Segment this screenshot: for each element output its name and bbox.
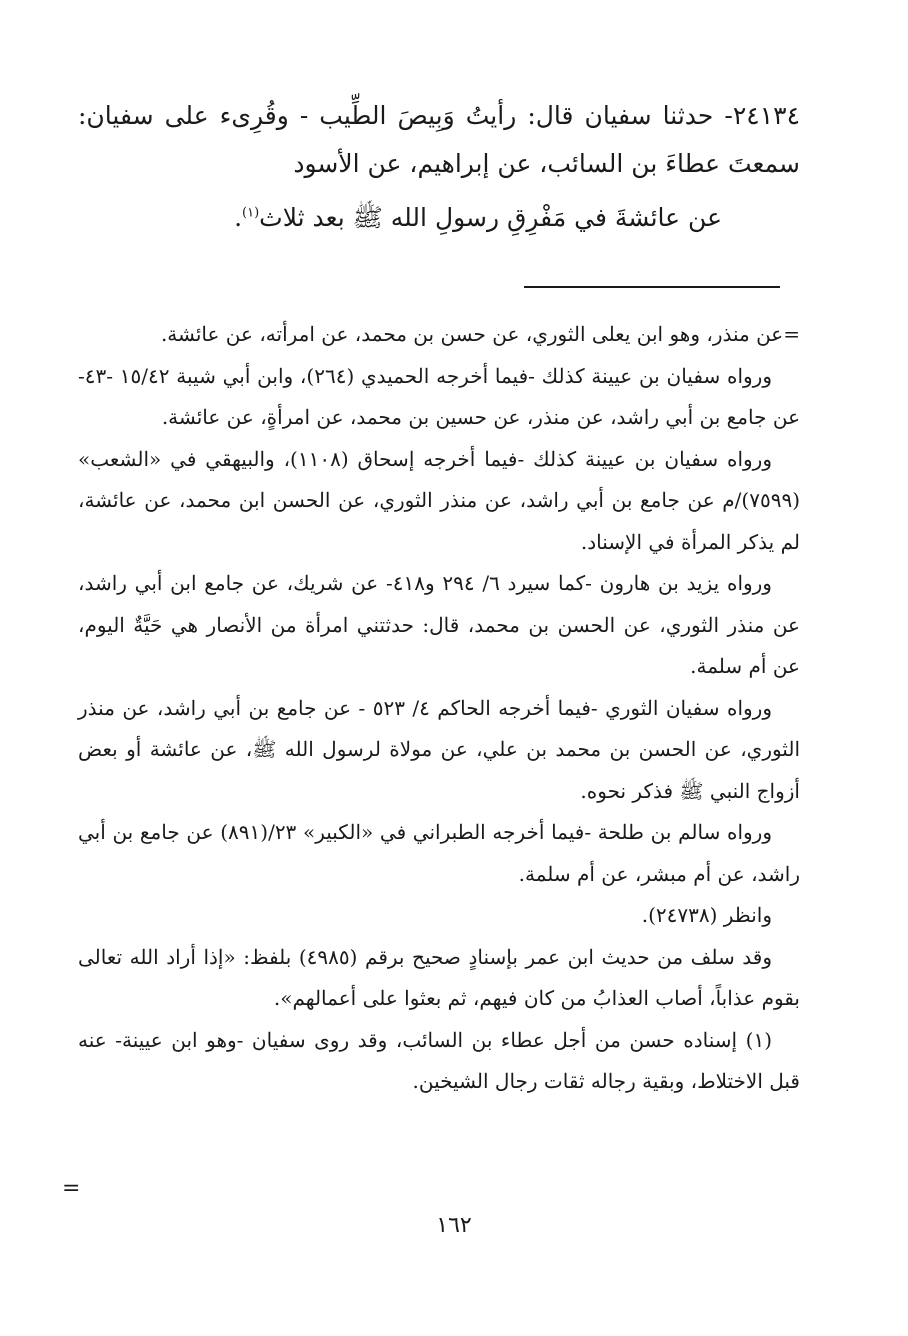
hadith-opening: ٢٤١٣٤- حدثنا سفيان قال: رأيتُ وَبِيصَ الطِّيب - وقُرِىء على سفيان: سمعتَ عطاءَ بن السائب، عن إبراهيم، عن الأسود (78, 101, 800, 178)
footnote-reference: (١) (242, 205, 260, 221)
hadith-text (78, 92, 800, 242)
note-paragraph: ورواه سالم بن طلحة -فيما أخرجه الطبراني في «الكبير» ٢٣/(٨٩١) عن جامع بن أبي راشد، عن أم مبشر، عن أم سلمة. (78, 820, 800, 886)
page-number: ١٦٢ (436, 1213, 472, 1238)
hadith-end-mark: . (234, 203, 243, 232)
footnotes (78, 314, 800, 1103)
note-paragraph: ورواه سفيان بن عيينة كذلك -فيما أخرجه إسحاق (١١٠٨)، والبيهقي في «الشعب» (٧٥٩٩)/م عن جامع بن أبي راشد، عن منذر الثوري، عن الحسن ابن محمد، عن عائشة، لم يذكر المرأة في الإسناد. (78, 446, 800, 554)
note-paragraph: ورواه سفيان بن عيينة كذلك -فيما أخرجه الحميدي (٢٦٤)، وابن أبي شيبة ١٥/٤٢ -٤٣- عن جامع بن أبي راشد، عن منذر، عن حسين بن محمد، عن امرأةٍ، عن عائشة. (78, 363, 800, 429)
hadith-closing (78, 194, 800, 242)
hadith-closing-text: عن عائشةَ في مَفْرِقِ رسولِ الله ﷺ بعد ثلاث (259, 203, 722, 232)
note-paragraph: ورواه يزيد بن هارون -كما سيرد ٦/ ٢٩٤ و٤١٨- عن شريك، عن جامع ابن أبي راشد، عن منذر الثوري، عن الحسن بن محمد، قال: حدثتني امرأة من الأنصار هي حَيَّةٌ اليوم، عن أم سلمة. (78, 571, 800, 678)
note-paragraph: وقد سلف من حديث ابن عمر بإسنادٍ صحيح برقم (٤٩٨٥) بلفظ: «إذا أراد الله تعالى بقوم عذاباً، أصاب العذابُ من كان فيهم، ثم بعثوا على أعمالهم». (78, 944, 800, 1010)
footnote-1: (١) إسناده حسن من أجل عطاء بن السائب، وقد روى سفيان -وهو ابن عيينة- عنه قبل الاختلاط، وبقية رجاله ثقات رجال الشيخين. (78, 1027, 800, 1093)
note-continuation: =عن منذر، وهو ابن يعلى الثوري، عن حسن بن محمد، عن امرأته، عن عائشة. (160, 322, 800, 346)
footnote-divider (524, 286, 780, 288)
note-paragraph: ورواه سفيان الثوري -فيما أخرجه الحاكم ٤/ ٥٢٣ - عن جامع بن أبي راشد، عن منذر الثوري، عن الحسن بن محمد بن علي، عن مولاة لرسول الله ﷺ، عن عائشة أو بعض أزواج النبي ﷺ فذكر نحوه. (78, 695, 800, 803)
note-paragraph: وانظر (٢٤٧٣٨). (641, 903, 772, 927)
continuation-mark: = (62, 1176, 81, 1201)
